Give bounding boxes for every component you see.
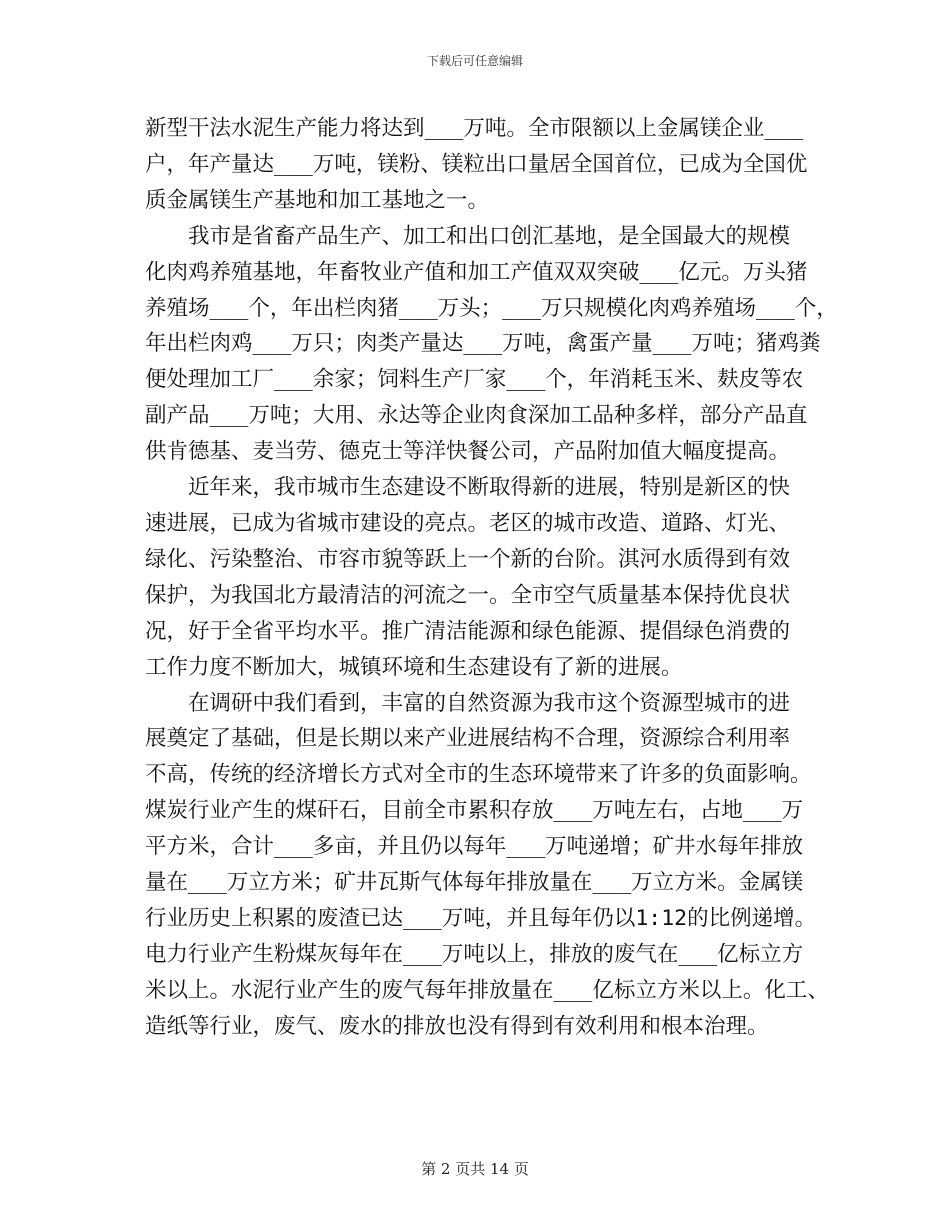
text-line: 行业历史上积累的废渣已达___万吨，并且每年仍以1:12的比例递增。 bbox=[145, 905, 817, 931]
text-line: 年出栏肉鸡___万只；肉类产量达___万吨，禽蛋产量___万吨；猪鸡粪 bbox=[145, 331, 821, 357]
text-line: 我市是省畜产品生产、加工和出口创汇基地，是全国最大的规模 bbox=[188, 223, 791, 249]
text-line: 展奠定了基础，但是长期以来产业进展结构不合理，资源综合利用率 bbox=[145, 726, 791, 752]
document-body bbox=[145, 111, 838, 1045]
text-line: 化肉鸡养殖基地，年畜牧业产值和加工产值双双突破___亿元。万头猪 bbox=[145, 259, 808, 285]
text-line: 供肯德基、麦当劳、德克士等洋快餐公司，产品附加值大幅度提高。 bbox=[145, 439, 791, 465]
text-line: 工作力度不断加大，城镇环境和生态建设有了新的进展。 bbox=[145, 654, 683, 680]
paragraph-2 bbox=[145, 219, 838, 470]
paragraph-3 bbox=[145, 470, 825, 685]
text-line: 绿化、污染整治、市容市貌等跃上一个新的台阶。淇河水质得到有效 bbox=[145, 546, 791, 572]
text-line: 况，好于全省平均水平。推广清洁能源和绿色能源、提倡绿色消费的 bbox=[145, 618, 791, 644]
text-line: 电力行业产生粉煤灰每年在___万吨以上，排放的废气在___亿标立方 bbox=[145, 941, 804, 967]
paragraph-4 bbox=[145, 686, 829, 1045]
text-line: 新型干法水泥生产能力将达到___万吨。全市限额以上金属镁企业___ bbox=[145, 116, 804, 141]
text-line: 近年来，我市城市生态建设不断取得新的进展，特别是新区的快 bbox=[188, 475, 791, 501]
text-line: 速进展，已成为省城市建设的亮点。老区的城市改造、道路、灯光、 bbox=[145, 510, 791, 536]
text-line: 煤炭行业产生的煤矸石，目前全市累积存放___万吨左右，占地___万 bbox=[145, 798, 804, 824]
text-line: 造纸等行业，废气、废水的排放也没有得到有效利用和根本治理。 bbox=[145, 1013, 769, 1039]
text-line: 副产品___万吨；大用、永达等企业肉食深加工品种多样，部分产品直 bbox=[145, 403, 808, 429]
text-line: 量在___万立方米；矿井瓦斯气体每年排放量在___万立方米。金属镁 bbox=[145, 870, 804, 896]
text-line: 户，年产量达___万吨，镁粉、镁粒出口量居全国首位，已成为全国优 bbox=[145, 151, 808, 177]
text-line: 养殖场___个，年出栏肉猪___万头；___万只规模化肉鸡养殖场___个， bbox=[145, 295, 838, 321]
text-line: 便处理加工厂___余家；饲料生产厂家___个，年消耗玉米、麸皮等农 bbox=[145, 367, 804, 393]
paragraph-1 bbox=[145, 111, 825, 219]
text-line: 保护，为我国北方最清洁的河流之一。全市空气质量基本保持优良状 bbox=[145, 582, 791, 608]
text-line: 不高，传统的经济增长方式对全市的生态环境带来了许多的负面影响。 bbox=[145, 762, 812, 788]
text-line: 平方米，合计___多亩，并且仍以每年___万吨递增；矿井水每年排放 bbox=[145, 834, 804, 860]
page-footer: 第 2 页共 14 页 bbox=[421, 1160, 529, 1178]
text-line: 在调研中我们看到，丰富的自然资源为我市这个资源型城市的进 bbox=[188, 690, 791, 716]
page-header: 下载后可任意编辑 bbox=[426, 54, 523, 68]
text-line: 米以上。水泥行业产生的废气每年排放量在___亿标立方米以上。化工、 bbox=[145, 977, 829, 1003]
text-line: 质金属镁生产基地和加工基地之一。 bbox=[145, 187, 490, 213]
